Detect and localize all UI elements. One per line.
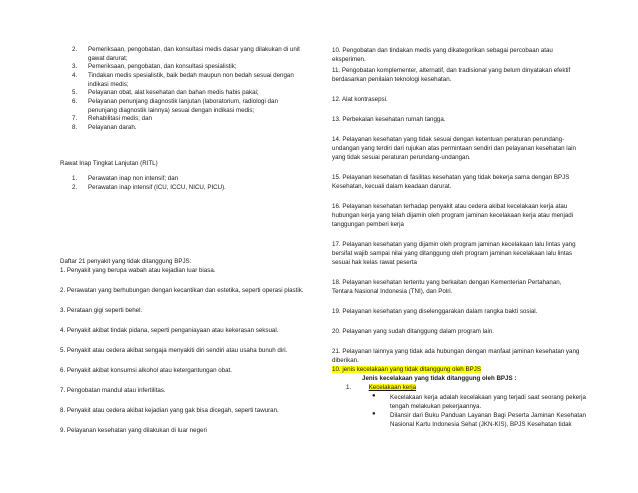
excluded-item: 21. Pelayanan lainnya yang tidak ada hubungan dengan manfaat jaminan kesehatan yang diberikan. <box>332 348 580 364</box>
excluded-item: 3. Perataan gigi seperti behel. <box>60 307 143 314</box>
list-number: 2. <box>72 46 78 53</box>
excluded-item: 17. Pelayanan kesehatan yang dijamin oleh program jaminan kecelakaan lalu lintas yang bersifat wajib sampai nilai yang ditanggung oleh program jaminan kecelakaan lalu lintas sesuai hak kelas rawat peserta <box>332 241 576 266</box>
list-number: 5. <box>72 89 78 96</box>
item10-heading <box>332 366 481 374</box>
list-text: Pelayanan obat, alat kesehatan dan bahan medis habis pakai; <box>88 89 259 96</box>
excluded-item: 7. Pengobatan mandul atau infertilitas. <box>60 387 166 394</box>
excluded-item: 6. Penyakit akibat konsumsi alkohol atau ketergantungan obat. <box>60 367 232 374</box>
bullet-text: Kecelakaan kerja adalah kecelakaan yang terjadi saat seorang pekerja tengah melakukan pekerjaannya. <box>390 394 586 410</box>
bullet-text: Dilansir dari Buku Panduan Layanan Bagi Peserta Jaminan Kesehatan Nasional Kartu Indonesia Sehat (JKN-KIS), BPJS Kesehatan tidak <box>390 412 586 428</box>
excluded-item: 18. Pelayanan kesehatan tertentu yang berkaitan dengan Kementerian Pertahanan, Tentara Nasional Indonesia (TNI), dan Polri. <box>332 279 562 295</box>
list-text: Pemeriksaan, pengobatan, dan konsultasi spesialistik; <box>88 63 237 70</box>
sub-list-number: 1. <box>346 384 352 391</box>
sub-list-item <box>346 384 416 392</box>
list-number: 3. <box>72 63 78 70</box>
excluded-item: 14. Pelayanan kesehatan yang tidak sesuai dengan ketentuan peraturan perundang-undangan yang terdiri dari rujukan atas permintaan sendiri dan pelayanan kesehatan lain yang tidak sesuai peraturan perundang-undangan. <box>332 136 576 161</box>
list-number: 2. <box>72 184 78 191</box>
excluded-item: 12. Alat kontrasepsi. <box>332 96 388 103</box>
excluded-item: 13. Perbekalan kesehatan rumah tangga. <box>332 116 446 123</box>
list-number: 8. <box>72 124 78 131</box>
list-text: Rehabilitasi medis; dan <box>88 115 152 122</box>
list-number: 4. <box>72 72 78 79</box>
excluded-item: 19. Pelayanan kesehatan yang diselenggarakan dalam rangka bakti sosial. <box>332 308 538 315</box>
sub-list-label: Kecelakaan kerja <box>368 384 417 391</box>
excluded-item: 4. Penyakit akibat tindak pidana, seperti penganiayaan atau kekerasan seksual. <box>60 327 279 334</box>
excluded-item: 15. Pelayanan kesehatan di fasilitas kesehatan yang tidak bekerja sama dengan BPJS Kesehatan, kecuali dalam keadaan darurat. <box>332 174 570 190</box>
list-number: 1. <box>72 175 78 182</box>
list-text: Pelayanan darah. <box>88 124 137 131</box>
excluded-item: 11. Pengobatan komplementer, alternatif, dan tradisional yang belum dinyatakan efektif berdasarkan penilaian teknologi kesehatan. <box>332 67 571 83</box>
excluded-item: 1. Penyakit yang berupa wabah atau kejadian luar biasa. <box>60 267 216 274</box>
excluded-heading: Daftar 21 penyakit yang tidak ditanggung BPJS: <box>60 258 192 265</box>
accident-subheading: Jenis kecelakaan yang tidak ditanggung oleh BPJS : <box>362 375 517 382</box>
excluded-item: 8. Penyakit atau cedera akibat kejadian yang gak bisa dicegah, seperti tawuran. <box>60 407 279 414</box>
list-text: Tindakan medis spesialistik, baik bedah maupun non bedah sesuai dengan indikasi medis; <box>88 72 294 88</box>
excluded-item: 5. Penyakit atau cedera akibat sengaja menyakiti diri sendiri atau usaha bunuh diri. <box>60 347 288 354</box>
excluded-item: 16. Pelayanan kesehatan terhadap penyakit atau cedera akibat kecelakaan kerja atau hubungan kerja yang telah dijamin oleh program jaminan kecelakaan kerja atau menjadi tanggungan pemberi kerja <box>332 203 574 228</box>
list-number: 7. <box>72 115 78 122</box>
list-text: Pelayanan penunjang diagnostik lanjutan (laboratorium, radiologi dan penunjang diagnostik lainnya) sesuai dengan indikasi medis; <box>88 98 278 114</box>
excluded-item: 20. Pelayanan yang sudah ditanggung dalam program lain. <box>332 328 495 335</box>
excluded-item: 9. Pelayanan kesehatan yang dilakukan di luar negeri <box>60 427 207 434</box>
bullet-icon: ● <box>372 411 376 417</box>
highlighted-text: 10. jenis kecelakaan yang tidak ditanggung oleh BPJS <box>332 366 481 373</box>
excluded-item: 2. Perawatan yang berhubungan dengan kecantikan dan estetika, seperti operasi plastik. <box>60 287 304 294</box>
excluded-item: 10. Pengobatan dan tindakan medis yang dikategorikan sebagai percobaan atau eksperimen. <box>332 47 553 63</box>
ritl-heading: Rawat Inap Tingkat Lanjutan (RITL) <box>60 160 158 167</box>
list-text: Perawatan inap non intensif; dan <box>88 175 179 182</box>
list-text: Perawatan inap intensif (ICU, ICCU, NICU, PICU). <box>88 184 226 191</box>
list-number: 6. <box>72 98 78 105</box>
bullet-icon: ● <box>372 393 376 399</box>
list-text: Pemeriksaan, pengobatan, dan konsultasi medis dasar yang dilakukan di unit gawat darurat; <box>88 46 300 62</box>
